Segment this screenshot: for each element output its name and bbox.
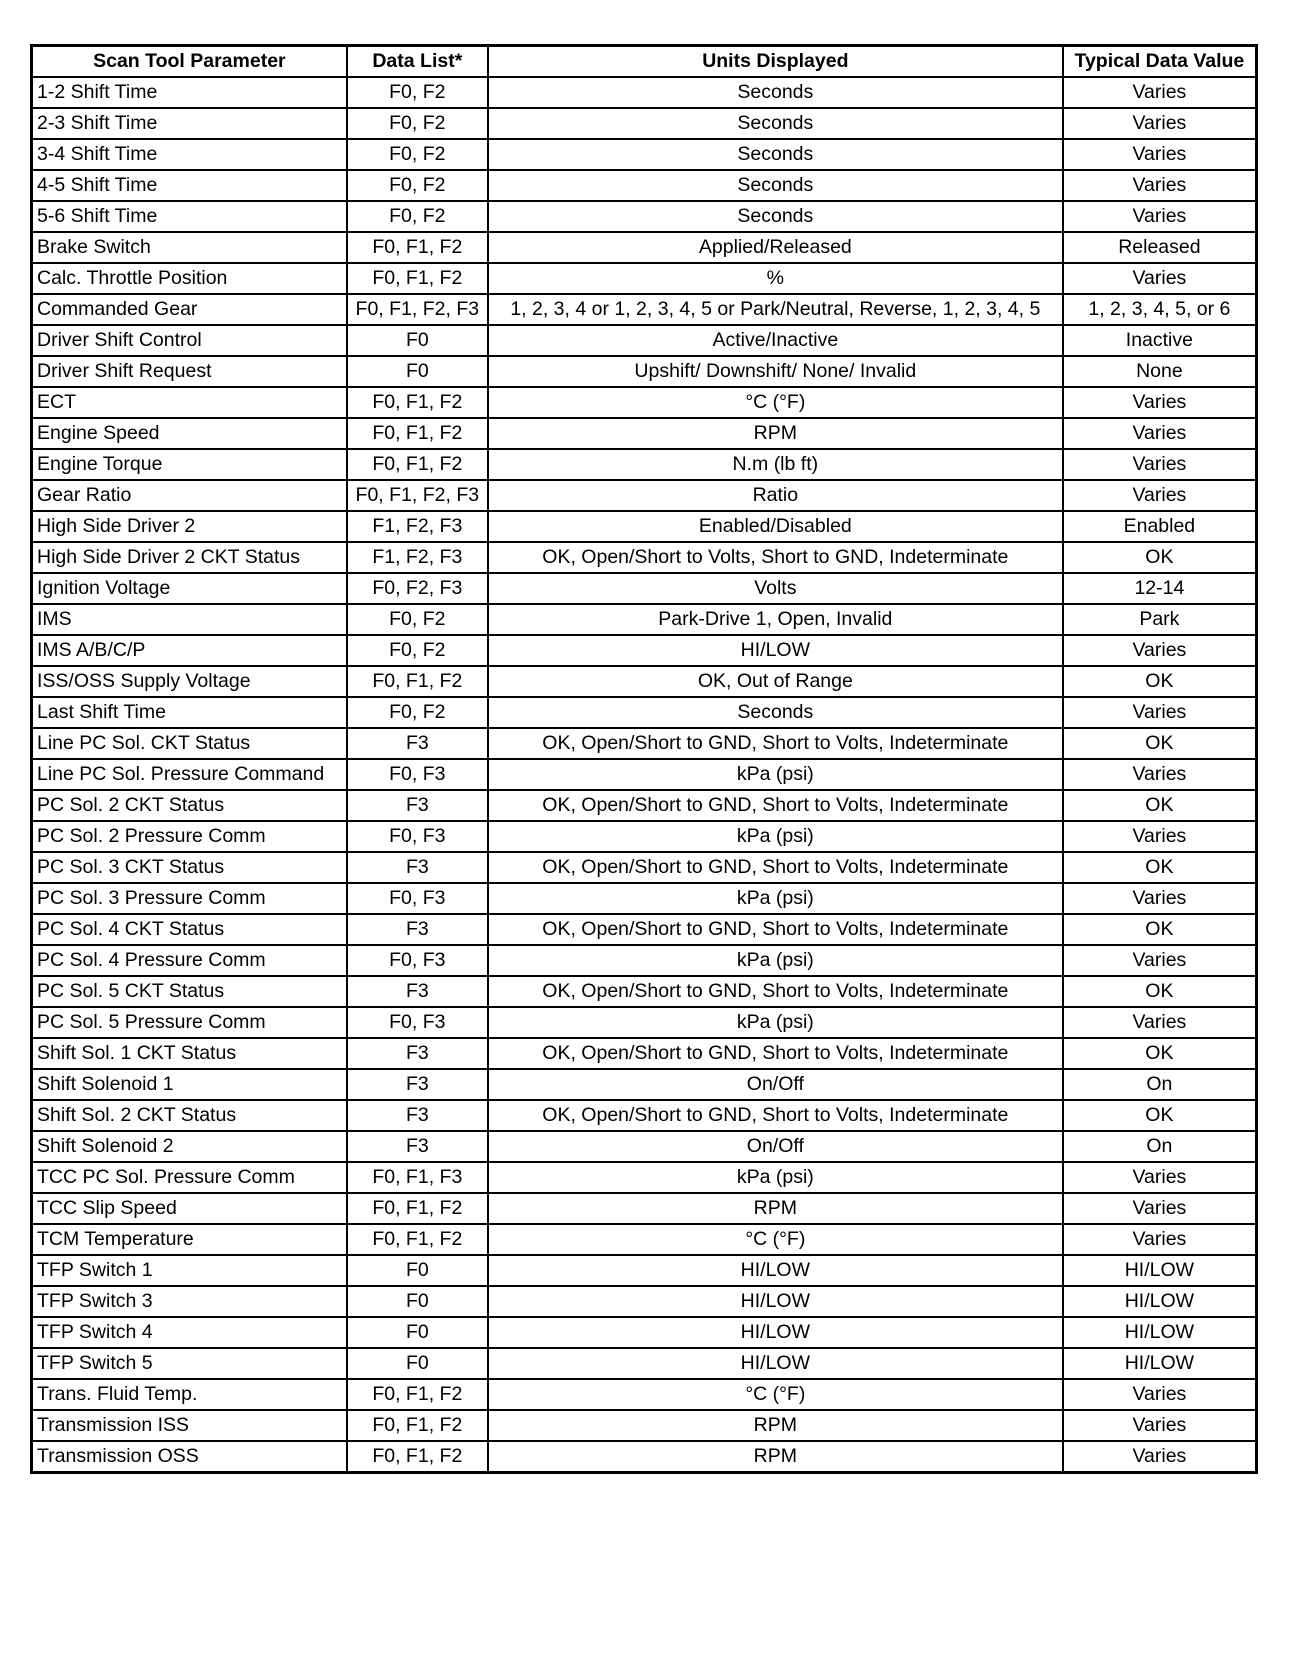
table-row (32, 1069, 1257, 1100)
typical-value-cell: OK (1063, 914, 1257, 945)
typical-value-cell: On (1063, 1131, 1257, 1162)
param-cell: Shift Solenoid 2 (32, 1131, 347, 1162)
typical-value-cell: Varies (1063, 449, 1257, 480)
typical-value-cell: HI/LOW (1063, 1348, 1257, 1379)
table-row (32, 1255, 1257, 1286)
typical-value-cell: Varies (1063, 883, 1257, 914)
typical-value-cell: 12-14 (1063, 573, 1257, 604)
scan-tool-parameter-table (30, 44, 1258, 1474)
param-cell: TFP Switch 5 (32, 1348, 347, 1379)
param-cell: Line PC Sol. CKT Status (32, 728, 347, 759)
table-row (32, 480, 1257, 511)
param-cell: High Side Driver 2 (32, 511, 347, 542)
param-cell: Trans. Fluid Temp. (32, 1379, 347, 1410)
typical-value-cell: OK (1063, 542, 1257, 573)
table-header-row (32, 46, 1257, 78)
data-list-cell: F3 (347, 790, 488, 821)
units-cell: N.m (lb ft) (488, 449, 1063, 480)
header-typical-data-value: Typical Data Value (1063, 46, 1257, 78)
param-cell: TCM Temperature (32, 1224, 347, 1255)
param-cell: 4-5 Shift Time (32, 170, 347, 201)
table-row (32, 170, 1257, 201)
param-cell: Gear Ratio (32, 480, 347, 511)
data-list-cell: F0, F2 (347, 108, 488, 139)
param-cell: Line PC Sol. Pressure Command (32, 759, 347, 790)
param-cell: PC Sol. 5 Pressure Comm (32, 1007, 347, 1038)
typical-value-cell: Varies (1063, 1224, 1257, 1255)
header-data-list: Data List* (347, 46, 488, 78)
table-row (32, 1100, 1257, 1131)
data-list-cell: F3 (347, 1100, 488, 1131)
table-row (32, 1038, 1257, 1069)
param-cell: PC Sol. 2 CKT Status (32, 790, 347, 821)
param-cell: PC Sol. 4 CKT Status (32, 914, 347, 945)
data-list-cell: F0, F2 (347, 77, 488, 108)
param-cell: 3-4 Shift Time (32, 139, 347, 170)
units-cell: Upshift/ Downshift/ None/ Invalid (488, 356, 1063, 387)
param-cell: PC Sol. 5 CKT Status (32, 976, 347, 1007)
table-row (32, 1317, 1257, 1348)
typical-value-cell: HI/LOW (1063, 1286, 1257, 1317)
units-cell: OK, Open/Short to GND, Short to Volts, Indeterminate (488, 728, 1063, 759)
units-cell: Seconds (488, 201, 1063, 232)
units-cell: kPa (psi) (488, 883, 1063, 914)
typical-value-cell: 1, 2, 3, 4, 5, or 6 (1063, 294, 1257, 325)
units-cell: OK, Open/Short to GND, Short to Volts, Indeterminate (488, 790, 1063, 821)
table-row (32, 325, 1257, 356)
param-cell: Transmission ISS (32, 1410, 347, 1441)
data-list-cell: F0, F1, F2 (347, 1410, 488, 1441)
param-cell: PC Sol. 3 CKT Status (32, 852, 347, 883)
units-cell: °C (°F) (488, 1224, 1063, 1255)
typical-value-cell: Varies (1063, 201, 1257, 232)
table-row (32, 573, 1257, 604)
data-list-cell: F0, F2 (347, 201, 488, 232)
units-cell: Seconds (488, 108, 1063, 139)
table-row (32, 232, 1257, 263)
param-cell: TCC Slip Speed (32, 1193, 347, 1224)
typical-value-cell: Enabled (1063, 511, 1257, 542)
data-list-cell: F0, F1, F2 (347, 1193, 488, 1224)
typical-value-cell: Varies (1063, 1193, 1257, 1224)
typical-value-cell: OK (1063, 728, 1257, 759)
typical-value-cell: Varies (1063, 170, 1257, 201)
header-units-displayed: Units Displayed (488, 46, 1063, 78)
units-cell: kPa (psi) (488, 1162, 1063, 1193)
units-cell: Active/Inactive (488, 325, 1063, 356)
table-row (32, 356, 1257, 387)
units-cell: HI/LOW (488, 1348, 1063, 1379)
data-list-cell: F0, F1, F2 (347, 1224, 488, 1255)
typical-value-cell: Varies (1063, 418, 1257, 449)
data-list-cell: F1, F2, F3 (347, 511, 488, 542)
param-cell: Shift Sol. 2 CKT Status (32, 1100, 347, 1131)
data-list-cell: F0, F2 (347, 139, 488, 170)
table-row (32, 1410, 1257, 1441)
units-cell: On/Off (488, 1069, 1063, 1100)
data-list-cell: F0, F2 (347, 635, 488, 666)
table-row (32, 852, 1257, 883)
table-row (32, 1007, 1257, 1038)
data-list-cell: F0, F1, F2 (347, 387, 488, 418)
data-list-cell: F0, F1, F2, F3 (347, 480, 488, 511)
table-row (32, 418, 1257, 449)
param-cell: Calc. Throttle Position (32, 263, 347, 294)
table-row (32, 263, 1257, 294)
data-list-cell: F0, F1, F2 (347, 666, 488, 697)
data-list-cell: F3 (347, 1131, 488, 1162)
table-row (32, 139, 1257, 170)
table-row (32, 883, 1257, 914)
table-row (32, 1193, 1257, 1224)
table-row (32, 77, 1257, 108)
param-cell: Engine Speed (32, 418, 347, 449)
table-row (32, 108, 1257, 139)
units-cell: OK, Open/Short to GND, Short to Volts, Indeterminate (488, 1038, 1063, 1069)
param-cell: PC Sol. 3 Pressure Comm (32, 883, 347, 914)
table-row (32, 542, 1257, 573)
typical-value-cell: Varies (1063, 108, 1257, 139)
table-row (32, 604, 1257, 635)
table-row (32, 821, 1257, 852)
typical-value-cell: Varies (1063, 263, 1257, 294)
table-row (32, 387, 1257, 418)
data-list-cell: F0 (347, 1255, 488, 1286)
typical-value-cell: Varies (1063, 139, 1257, 170)
units-cell: °C (°F) (488, 1379, 1063, 1410)
data-list-cell: F3 (347, 1069, 488, 1100)
typical-value-cell: OK (1063, 1100, 1257, 1131)
data-list-cell: F0, F3 (347, 759, 488, 790)
table-row (32, 1348, 1257, 1379)
param-cell: 5-6 Shift Time (32, 201, 347, 232)
typical-value-cell: Released (1063, 232, 1257, 263)
units-cell: RPM (488, 1441, 1063, 1473)
data-list-cell: F3 (347, 1038, 488, 1069)
data-list-cell: F0, F3 (347, 945, 488, 976)
param-cell: TFP Switch 4 (32, 1317, 347, 1348)
table-row (32, 1441, 1257, 1473)
table-row (32, 201, 1257, 232)
data-list-cell: F0, F3 (347, 1007, 488, 1038)
typical-value-cell: Varies (1063, 1410, 1257, 1441)
table-row (32, 728, 1257, 759)
units-cell: OK, Open/Short to GND, Short to Volts, Indeterminate (488, 852, 1063, 883)
units-cell: kPa (psi) (488, 945, 1063, 976)
typical-value-cell: Varies (1063, 759, 1257, 790)
units-cell: Enabled/Disabled (488, 511, 1063, 542)
table-row (32, 914, 1257, 945)
units-cell: Applied/Released (488, 232, 1063, 263)
data-list-cell: F0, F2 (347, 170, 488, 201)
units-cell: HI/LOW (488, 635, 1063, 666)
param-cell: IMS (32, 604, 347, 635)
typical-value-cell: Varies (1063, 945, 1257, 976)
typical-value-cell: OK (1063, 852, 1257, 883)
units-cell: 1, 2, 3, 4 or 1, 2, 3, 4, 5 or Park/Neutral, Reverse, 1, 2, 3, 4, 5 (488, 294, 1063, 325)
data-list-cell: F0, F1, F3 (347, 1162, 488, 1193)
data-list-cell: F0, F1, F2 (347, 1441, 488, 1473)
param-cell: Commanded Gear (32, 294, 347, 325)
typical-value-cell: Varies (1063, 697, 1257, 728)
table-row (32, 294, 1257, 325)
param-cell: Driver Shift Request (32, 356, 347, 387)
table-row (32, 790, 1257, 821)
data-list-cell: F0, F2 (347, 697, 488, 728)
units-cell: Park-Drive 1, Open, Invalid (488, 604, 1063, 635)
data-list-cell: F0, F2 (347, 604, 488, 635)
table-row (32, 635, 1257, 666)
units-cell: RPM (488, 1193, 1063, 1224)
typical-value-cell: Park (1063, 604, 1257, 635)
typical-value-cell: Varies (1063, 1379, 1257, 1410)
typical-value-cell: OK (1063, 666, 1257, 697)
units-cell: HI/LOW (488, 1317, 1063, 1348)
param-cell: TFP Switch 1 (32, 1255, 347, 1286)
units-cell: % (488, 263, 1063, 294)
units-cell: Seconds (488, 697, 1063, 728)
units-cell: RPM (488, 1410, 1063, 1441)
typical-value-cell: Varies (1063, 387, 1257, 418)
data-list-cell: F3 (347, 976, 488, 1007)
typical-value-cell: Varies (1063, 635, 1257, 666)
typical-value-cell: Varies (1063, 77, 1257, 108)
param-cell: Transmission OSS (32, 1441, 347, 1473)
units-cell: OK, Open/Short to GND, Short to Volts, Indeterminate (488, 914, 1063, 945)
param-cell: PC Sol. 4 Pressure Comm (32, 945, 347, 976)
param-cell: High Side Driver 2 CKT Status (32, 542, 347, 573)
param-cell: 2-3 Shift Time (32, 108, 347, 139)
table-row (32, 945, 1257, 976)
param-cell: IMS A/B/C/P (32, 635, 347, 666)
data-list-cell: F0 (347, 356, 488, 387)
typical-value-cell: HI/LOW (1063, 1317, 1257, 1348)
units-cell: Ratio (488, 480, 1063, 511)
table-row (32, 666, 1257, 697)
data-list-cell: F0, F1, F2 (347, 232, 488, 263)
units-cell: Seconds (488, 170, 1063, 201)
param-cell: Engine Torque (32, 449, 347, 480)
data-list-cell: F0, F1, F2 (347, 418, 488, 449)
units-cell: kPa (psi) (488, 759, 1063, 790)
data-list-cell: F0, F1, F2 (347, 1379, 488, 1410)
units-cell: OK, Open/Short to GND, Short to Volts, Indeterminate (488, 976, 1063, 1007)
data-list-cell: F0 (347, 1286, 488, 1317)
units-cell: OK, Out of Range (488, 666, 1063, 697)
param-cell: Shift Solenoid 1 (32, 1069, 347, 1100)
units-cell: HI/LOW (488, 1255, 1063, 1286)
data-list-cell: F3 (347, 914, 488, 945)
typical-value-cell: Varies (1063, 1007, 1257, 1038)
table-body (32, 77, 1257, 1473)
typical-value-cell: OK (1063, 976, 1257, 1007)
typical-value-cell: Varies (1063, 821, 1257, 852)
table-row (32, 1286, 1257, 1317)
data-list-cell: F1, F2, F3 (347, 542, 488, 573)
units-cell: On/Off (488, 1131, 1063, 1162)
typical-value-cell: Inactive (1063, 325, 1257, 356)
typical-value-cell: Varies (1063, 480, 1257, 511)
param-cell: Last Shift Time (32, 697, 347, 728)
typical-value-cell: Varies (1063, 1441, 1257, 1473)
units-cell: kPa (psi) (488, 1007, 1063, 1038)
data-list-cell: F0, F1, F2, F3 (347, 294, 488, 325)
data-list-cell: F3 (347, 728, 488, 759)
param-cell: ISS/OSS Supply Voltage (32, 666, 347, 697)
units-cell: kPa (psi) (488, 821, 1063, 852)
units-cell: °C (°F) (488, 387, 1063, 418)
units-cell: RPM (488, 418, 1063, 449)
units-cell: Seconds (488, 77, 1063, 108)
typical-value-cell: OK (1063, 1038, 1257, 1069)
data-list-cell: F3 (347, 852, 488, 883)
param-cell: Driver Shift Control (32, 325, 347, 356)
table-row (32, 511, 1257, 542)
typical-value-cell: Varies (1063, 1162, 1257, 1193)
table-row (32, 759, 1257, 790)
table-row (32, 1224, 1257, 1255)
header-scan-tool-parameter: Scan Tool Parameter (32, 46, 347, 78)
param-cell: TFP Switch 3 (32, 1286, 347, 1317)
data-list-cell: F0, F2, F3 (347, 573, 488, 604)
units-cell: Volts (488, 573, 1063, 604)
param-cell: Shift Sol. 1 CKT Status (32, 1038, 347, 1069)
table-row (32, 976, 1257, 1007)
data-list-cell: F0 (347, 1317, 488, 1348)
param-cell: Brake Switch (32, 232, 347, 263)
units-cell: Seconds (488, 139, 1063, 170)
param-cell: ECT (32, 387, 347, 418)
param-cell: 1-2 Shift Time (32, 77, 347, 108)
param-cell: Ignition Voltage (32, 573, 347, 604)
typical-value-cell: OK (1063, 790, 1257, 821)
typical-value-cell: None (1063, 356, 1257, 387)
data-list-cell: F0 (347, 1348, 488, 1379)
data-list-cell: F0, F3 (347, 821, 488, 852)
data-list-cell: F0, F3 (347, 883, 488, 914)
table-row (32, 1131, 1257, 1162)
typical-value-cell: HI/LOW (1063, 1255, 1257, 1286)
typical-value-cell: On (1063, 1069, 1257, 1100)
units-cell: HI/LOW (488, 1286, 1063, 1317)
data-list-cell: F0 (347, 325, 488, 356)
units-cell: OK, Open/Short to Volts, Short to GND, Indeterminate (488, 542, 1063, 573)
table-row (32, 697, 1257, 728)
table-row (32, 449, 1257, 480)
data-list-cell: F0, F1, F2 (347, 449, 488, 480)
table-row (32, 1379, 1257, 1410)
param-cell: PC Sol. 2 Pressure Comm (32, 821, 347, 852)
table-row (32, 1162, 1257, 1193)
param-cell: TCC PC Sol. Pressure Comm (32, 1162, 347, 1193)
units-cell: OK, Open/Short to GND, Short to Volts, Indeterminate (488, 1100, 1063, 1131)
data-list-cell: F0, F1, F2 (347, 263, 488, 294)
